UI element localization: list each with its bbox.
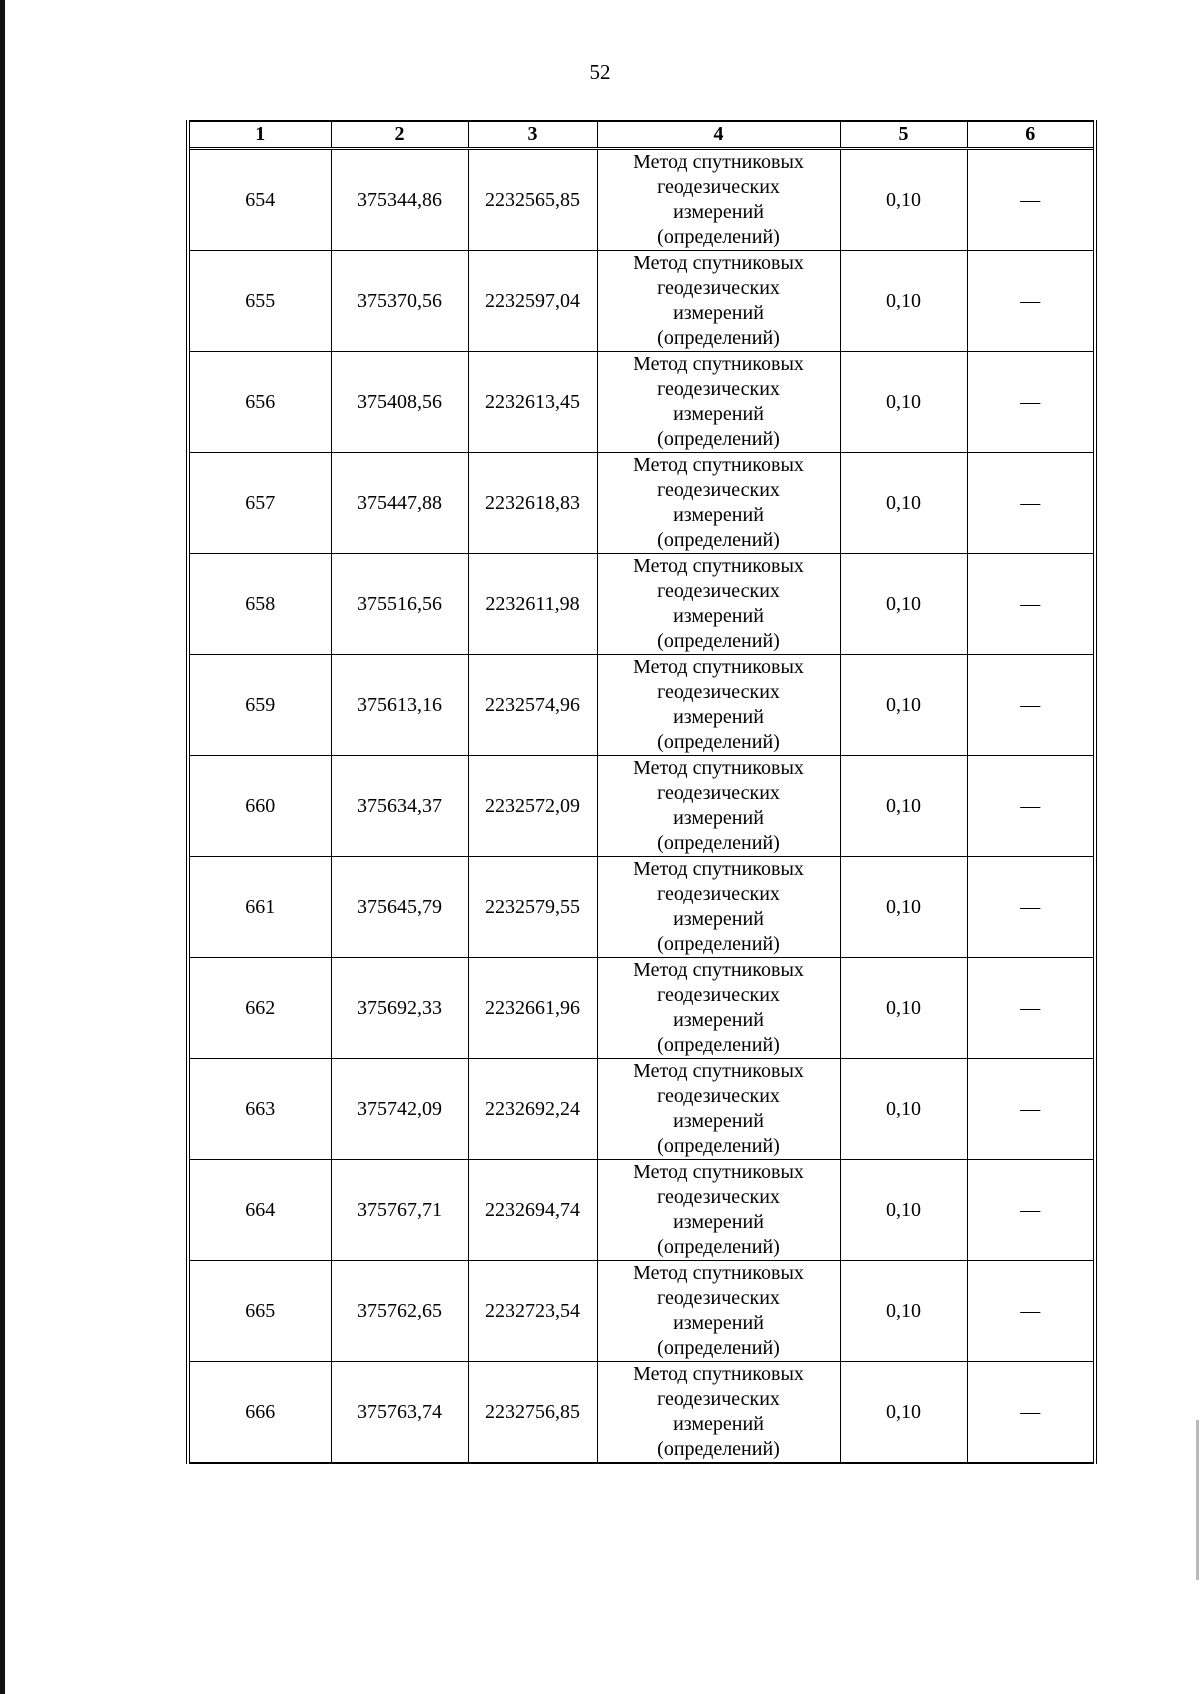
method-cell — [597, 1160, 840, 1261]
accuracy-cell: 0,10 — [840, 1059, 967, 1160]
accuracy-cell: 0,10 — [840, 655, 967, 756]
y-coordinate-cell: 2232565,85 — [468, 149, 597, 251]
method-line: (определений) — [657, 327, 780, 349]
point-number-cell: 657 — [188, 453, 331, 554]
point-number-cell: 663 — [188, 1059, 331, 1160]
accuracy-cell: 0,10 — [840, 352, 967, 453]
x-coordinate-cell: 375447,88 — [331, 453, 468, 554]
method-line: (определений) — [657, 731, 780, 753]
method-line: (определений) — [657, 832, 780, 854]
method-cell — [597, 756, 840, 857]
x-coordinate-cell: 375742,09 — [331, 1059, 468, 1160]
x-coordinate-cell: 375613,16 — [331, 655, 468, 756]
table-row — [188, 958, 1095, 1059]
method-cell — [597, 251, 840, 352]
y-coordinate-cell: 2232723,54 — [468, 1261, 597, 1362]
table-row — [188, 1160, 1095, 1261]
method-line: (определений) — [657, 630, 780, 652]
x-coordinate-cell: 375767,71 — [331, 1160, 468, 1261]
method-cell — [597, 857, 840, 958]
x-coordinate-cell: 375762,65 — [331, 1261, 468, 1362]
note-cell: — — [967, 352, 1095, 453]
method-line: геодезических — [657, 378, 780, 400]
note-cell: — — [967, 655, 1095, 756]
method-line: измерений — [673, 1009, 764, 1031]
y-coordinate-cell: 2232574,96 — [468, 655, 597, 756]
point-number-cell: 666 — [188, 1362, 331, 1464]
point-number-cell: 664 — [188, 1160, 331, 1261]
accuracy-cell: 0,10 — [840, 1362, 967, 1464]
method-line: геодезических — [657, 1388, 780, 1410]
method-cell — [597, 1059, 840, 1160]
accuracy-cell: 0,10 — [840, 1160, 967, 1261]
scan-edge-left — [0, 0, 5, 1694]
note-cell: — — [967, 1160, 1095, 1261]
note-cell: — — [967, 149, 1095, 251]
y-coordinate-cell: 2232692,24 — [468, 1059, 597, 1160]
table-row — [188, 149, 1095, 251]
method-line: измерений — [673, 1211, 764, 1233]
note-cell: — — [967, 1362, 1095, 1464]
table-row — [188, 352, 1095, 453]
method-line: Метод спутниковых — [633, 757, 804, 779]
method-line: геодезических — [657, 176, 780, 198]
y-coordinate-cell: 2232694,74 — [468, 1160, 597, 1261]
table-row — [188, 756, 1095, 857]
column-header-5: 5 — [840, 121, 967, 149]
column-header-6: 6 — [967, 121, 1095, 149]
x-coordinate-cell: 375692,33 — [331, 958, 468, 1059]
table-body — [188, 149, 1095, 1464]
method-line: геодезических — [657, 782, 780, 804]
method-cell — [597, 958, 840, 1059]
method-line: (определений) — [657, 1135, 780, 1157]
method-line: измерений — [673, 706, 764, 728]
x-coordinate-cell: 375408,56 — [331, 352, 468, 453]
method-line: измерений — [673, 807, 764, 829]
y-coordinate-cell: 2232611,98 — [468, 554, 597, 655]
method-line: геодезических — [657, 277, 780, 299]
table-row — [188, 1261, 1095, 1362]
note-cell: — — [967, 453, 1095, 554]
method-line: Метод спутниковых — [633, 1262, 804, 1284]
note-cell: — — [967, 958, 1095, 1059]
point-number-cell: 661 — [188, 857, 331, 958]
table-row — [188, 554, 1095, 655]
method-cell — [597, 1261, 840, 1362]
column-header-4: 4 — [597, 121, 840, 149]
method-line: Метод спутниковых — [633, 656, 804, 678]
point-number-cell: 665 — [188, 1261, 331, 1362]
table-row — [188, 1362, 1095, 1464]
table-row — [188, 655, 1095, 756]
scan-edge-right — [1196, 1420, 1199, 1580]
method-cell — [597, 453, 840, 554]
method-line: (определений) — [657, 226, 780, 248]
accuracy-cell: 0,10 — [840, 958, 967, 1059]
method-line: геодезических — [657, 681, 780, 703]
method-line: Метод спутниковых — [633, 252, 804, 274]
y-coordinate-cell: 2232597,04 — [468, 251, 597, 352]
method-cell — [597, 655, 840, 756]
y-coordinate-cell: 2232613,45 — [468, 352, 597, 453]
method-line: Метод спутниковых — [633, 959, 804, 981]
method-line: измерений — [673, 403, 764, 425]
method-line: (определений) — [657, 428, 780, 450]
point-number-cell: 659 — [188, 655, 331, 756]
method-line: Метод спутниковых — [633, 1161, 804, 1183]
column-header-3: 3 — [468, 121, 597, 149]
method-line: геодезических — [657, 580, 780, 602]
point-number-cell: 658 — [188, 554, 331, 655]
method-line: измерений — [673, 201, 764, 223]
method-line: геодезических — [657, 883, 780, 905]
accuracy-cell: 0,10 — [840, 1261, 967, 1362]
point-number-cell: 662 — [188, 958, 331, 1059]
note-cell: — — [967, 554, 1095, 655]
method-line: измерений — [673, 504, 764, 526]
method-line: Метод спутниковых — [633, 1060, 804, 1082]
x-coordinate-cell: 375645,79 — [331, 857, 468, 958]
method-line: геодезических — [657, 1186, 780, 1208]
method-line: (определений) — [657, 1236, 780, 1258]
column-header-2: 2 — [331, 121, 468, 149]
method-cell — [597, 1362, 840, 1464]
y-coordinate-cell: 2232579,55 — [468, 857, 597, 958]
table-row — [188, 453, 1095, 554]
method-line: Метод спутниковых — [633, 151, 804, 173]
method-line: (определений) — [657, 933, 780, 955]
method-line: Метод спутниковых — [633, 1363, 804, 1385]
y-coordinate-cell: 2232661,96 — [468, 958, 597, 1059]
method-cell — [597, 149, 840, 251]
method-cell — [597, 352, 840, 453]
page-number: 52 — [589, 60, 611, 84]
x-coordinate-cell: 375344,86 — [331, 149, 468, 251]
method-line: (определений) — [657, 1438, 780, 1460]
table-row — [188, 251, 1095, 352]
method-line: (определений) — [657, 1034, 780, 1056]
table-row — [188, 1059, 1095, 1160]
table-header-row — [188, 121, 1095, 149]
y-coordinate-cell: 2232756,85 — [468, 1362, 597, 1464]
method-line: измерений — [673, 302, 764, 324]
accuracy-cell: 0,10 — [840, 756, 967, 857]
x-coordinate-cell: 375516,56 — [331, 554, 468, 655]
note-cell: — — [967, 251, 1095, 352]
accuracy-cell: 0,10 — [840, 554, 967, 655]
x-coordinate-cell: 375634,37 — [331, 756, 468, 857]
method-line: измерений — [673, 1312, 764, 1334]
method-line: измерений — [673, 908, 764, 930]
y-coordinate-cell: 2232572,09 — [468, 756, 597, 857]
point-number-cell: 660 — [188, 756, 331, 857]
coordinates-table — [186, 120, 1097, 1464]
method-line: Метод спутниковых — [633, 555, 804, 577]
table-row — [188, 857, 1095, 958]
point-number-cell: 654 — [188, 149, 331, 251]
note-cell: — — [967, 1059, 1095, 1160]
method-line: (определений) — [657, 529, 780, 551]
point-number-cell: 655 — [188, 251, 331, 352]
method-line: Метод спутниковых — [633, 353, 804, 375]
method-line: Метод спутниковых — [633, 858, 804, 880]
note-cell: — — [967, 756, 1095, 857]
column-header-1: 1 — [188, 121, 331, 149]
method-line: измерений — [673, 1110, 764, 1132]
method-line: геодезических — [657, 984, 780, 1006]
x-coordinate-cell: 375763,74 — [331, 1362, 468, 1464]
method-cell — [597, 554, 840, 655]
accuracy-cell: 0,10 — [840, 149, 967, 251]
method-line: (определений) — [657, 1337, 780, 1359]
note-cell: — — [967, 857, 1095, 958]
method-line: геодезических — [657, 1085, 780, 1107]
y-coordinate-cell: 2232618,83 — [468, 453, 597, 554]
point-number-cell: 656 — [188, 352, 331, 453]
x-coordinate-cell: 375370,56 — [331, 251, 468, 352]
method-line: Метод спутниковых — [633, 454, 804, 476]
note-cell: — — [967, 1261, 1095, 1362]
method-line: геодезических — [657, 479, 780, 501]
accuracy-cell: 0,10 — [840, 857, 967, 958]
method-line: измерений — [673, 1413, 764, 1435]
method-line: измерений — [673, 605, 764, 627]
accuracy-cell: 0,10 — [840, 251, 967, 352]
accuracy-cell: 0,10 — [840, 453, 967, 554]
method-line: геодезических — [657, 1287, 780, 1309]
